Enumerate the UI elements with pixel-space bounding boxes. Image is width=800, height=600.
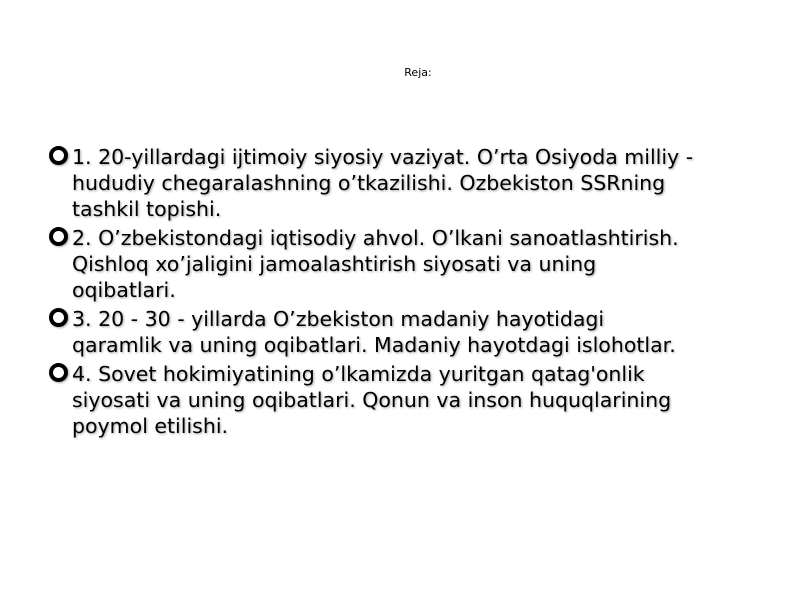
list-item-text: 2. O’zbekistondagi iqtisodiy ahvol. O’lkani sanoatlashtirish. Qishloq xo’jaligini jamoalashtirish siyosati va uning oqibatlari. xyxy=(72,226,679,302)
ring-bullet-icon xyxy=(49,146,68,165)
ring-bullet-icon xyxy=(49,227,68,246)
ring-bullet-icon xyxy=(49,308,68,327)
list-item-text: 3. 20 - 30 - yillarda O’zbekiston madaniy hayotidagi qaramlik va uning oqibatlari. Madaniy hayotdagi islohotlar. xyxy=(72,307,676,357)
list-item xyxy=(48,361,698,439)
list-item-text: 4. Sovet hokimiyatining o’lkamizda yuritgan qatag'onlik siyosati va uning oqibatlari. Qonun va inson huquqlarining poymol etilishi. xyxy=(72,362,672,438)
list-item xyxy=(48,144,698,222)
slide-title: Reja: xyxy=(404,66,432,79)
list-item-text: 1. 20-yillardagi ijtimoiy siyosiy vaziyat. O’rta Osiyoda milliy - hududiy chegaralashning o’tkazilishi. Ozbekiston SSRning tashkil topishi. xyxy=(72,145,694,221)
list-item xyxy=(48,306,698,358)
ring-bullet-icon xyxy=(49,363,68,382)
bullet-list xyxy=(48,144,698,442)
list-item xyxy=(48,225,698,303)
